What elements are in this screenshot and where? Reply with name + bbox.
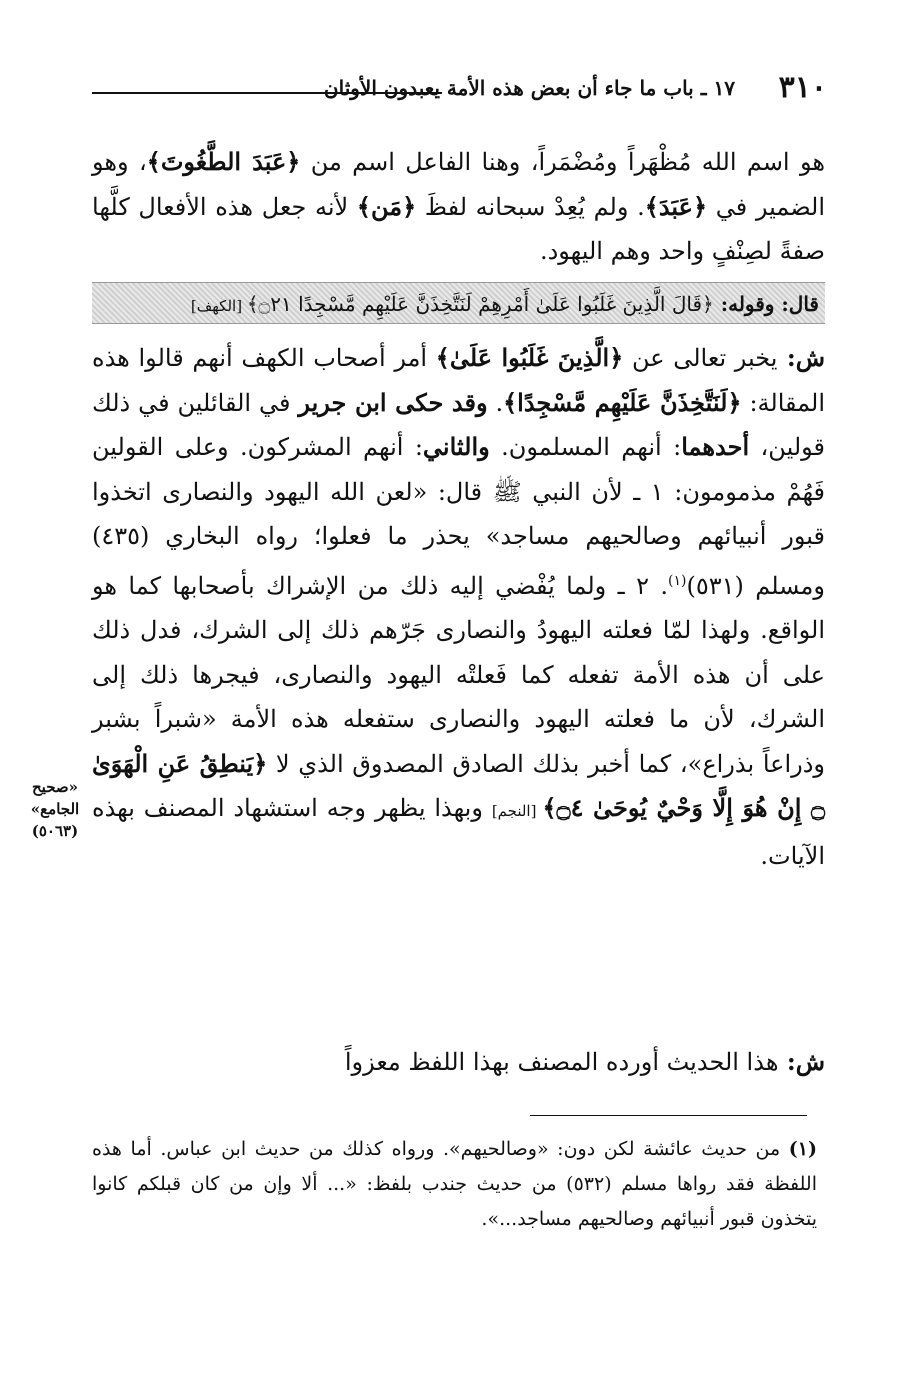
- bold-phrase: أحدهما: [681, 432, 750, 461]
- verse-heading-label: قال: وقوله:: [713, 292, 819, 316]
- bold-phrase: وقد حكى ابن جرير: [298, 387, 488, 417]
- footnote-number: (١): [788, 1138, 817, 1160]
- commentary-text: . ٢ ـ ولما يُفْضي إليه ذلك من الإشراك بأصحابها كما هو الواقع. ولهذا لمّا فعلته اليهودُ والنصارى جَرّهم ذلك إلى الشرك، فدل ذلك على أن هذه الأمة تفعله كما فَعلتْه اليهود والنصارى، فيجرها ذلك إلى الشرك، لأن ما فعلته اليهود والنصارى ستفعله هذه الأمة «شبراً بشبر وذراعاً بذراع»، كما أخبر بذلك الصادق المصدوق الذي لا: [92, 571, 826, 778]
- commentary-text: وبهذا يظهر وجه استشهاد المصنف بهذه الآيات.: [92, 794, 825, 870]
- footnote-rule: [530, 1115, 807, 1116]
- quran-quote: ﴿الَّذِينَ غَلَبُوا عَلَىٰ﴾: [435, 343, 624, 372]
- commentary-text: في القائلين في ذلك قولين،: [92, 388, 825, 461]
- chapter-title: ١٧ ـ باب ما جاء أن بعض هذه الأمة يعبدون الأوثان: [323, 76, 735, 100]
- intro-paragraph: [92, 140, 825, 274]
- margin-note: «صحيح الجامع» (٥٠٦٣): [30, 778, 80, 840]
- quran-quote: ﴿مَن﴾: [356, 191, 417, 221]
- verse-heading: [92, 282, 825, 324]
- second-commentary-text: هذا الحديث أورده المصنف بهذا اللفظ معزواً: [344, 1048, 779, 1076]
- intro-text: ، وهو الضمير في: [92, 148, 826, 221]
- quran-quote: ﴿عَبَدَ الطَّغُوتَ﴾: [146, 147, 301, 176]
- commentary-paragraph: [92, 336, 825, 878]
- page-number: ٣١٠: [778, 70, 827, 105]
- footnote-text: من حديث عائشة لكن دون: «وصالحيهم». ورواه كذلك من حديث ابن عباس. أما هذه اللفظة فقد رواها مسلم (٥٣٢) من حديث جندب بلفظ: «... ألا وإن من كان قبلكم كانوا يتخذون قبور أنبيائهم وصالحيهم مساجد...».: [92, 1138, 817, 1230]
- commentary-text: أمر أصحاب الكهف أنهم قالوا هذه المقالة:: [92, 344, 826, 417]
- quran-source: [النجم]: [491, 802, 543, 820]
- intro-text: . ولم يُعِدْ سبحانه لفظَ: [416, 192, 645, 221]
- second-commentary: [92, 1040, 825, 1084]
- quran-quote: ﴿يَنطِقُ عَنِ الْهَوَىٰ ۝ إِنْ هُوَ إِلَّا وَحْيٌ يُوحَىٰ ۝٤﴾: [92, 748, 826, 822]
- footnote: [92, 1132, 817, 1237]
- commentary-text: .: [487, 388, 504, 417]
- intro-text: لأنه جعل هذه الأفعال كلَّها صفةً لصِنْفٍ واحد وهم اليهود.: [92, 192, 825, 265]
- quran-quote: ﴿عَبَدَ﴾: [644, 191, 708, 221]
- page-header: [92, 70, 827, 104]
- header-rule: [92, 92, 442, 94]
- commentary-text: : أنهم المسلمون.: [489, 433, 682, 461]
- intro-text: هو اسم الله مُظْهَراً ومُضْمَراً، وهنا الفاعل اسم من: [300, 148, 825, 176]
- commentary-label: ش:: [778, 1047, 825, 1076]
- footnote-reference[interactable]: (١): [667, 572, 687, 589]
- verse-heading-source: [الكهف]: [190, 297, 247, 315]
- commentary-text: : أنهم المشركون. وعلى القولين فَهُمْ مذمومون: ١ ـ لأن النبي ﷺ قال: «لعن الله اليهود والنصارى اتخذوا قبور أنبيائهم وصالحيهم مساجد» يحذر ما فعلوا؛ رواه البخاري (٤٣٥) ومسلم (٥٣١): [92, 433, 826, 600]
- bold-phrase: والثاني: [422, 432, 490, 461]
- commentary-label: ش:: [777, 343, 826, 372]
- commentary-text: يخبر تعالى عن: [623, 344, 778, 372]
- quran-quote: ﴿لَنَتَّخِذَنَّ عَلَيْهِم مَّسْجِدًا﴾: [503, 387, 742, 417]
- verse-heading-quote: ﴿قَالَ الَّذِينَ غَلَبُوا عَلَىٰ أَمْرِهِمْ لَنَتَّخِذَنَّ عَلَيْهِم مَّسْجِدًا ۝٢١﴾: [246, 292, 714, 316]
